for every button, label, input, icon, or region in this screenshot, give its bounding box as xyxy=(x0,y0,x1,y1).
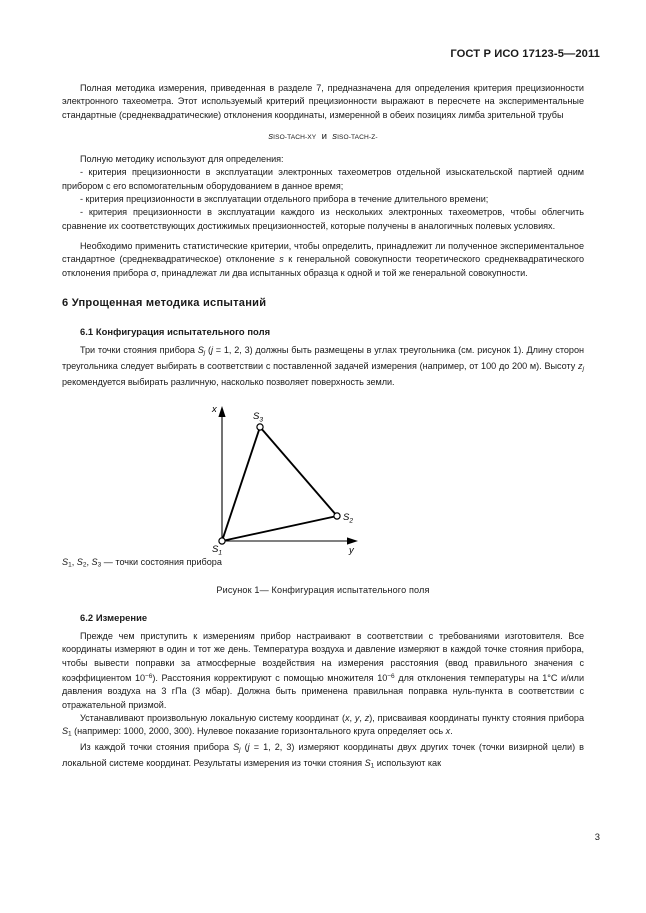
s61-part-a: Три точки стояния прибора xyxy=(80,345,198,356)
legend-S1-sub: 1 xyxy=(68,562,72,570)
intro-p3-part-c: , принадлежат ли два испытанных образца к одной и той же генеральной совокупности. xyxy=(156,267,528,278)
station-point-S2-marker xyxy=(334,513,340,519)
s62-p2-comma-2: , xyxy=(359,713,365,724)
legend-S2-sub: 2 xyxy=(82,562,87,570)
s61-symbol-j: j xyxy=(211,345,214,356)
figure-1-graphic xyxy=(202,401,402,558)
formula-s2-base: s xyxy=(332,131,338,143)
legend-S3-sub: 3 xyxy=(97,562,102,570)
s62-p2-symbol-S: S xyxy=(62,726,69,737)
intro-p3-part-b: к генеральной совокупности теоретического среднеквадратического отклонения прибора xyxy=(62,254,584,278)
s62-p3-symbol-S2-sub: 1 xyxy=(370,762,375,770)
axis-x-label: x xyxy=(212,404,217,416)
s62-p2-symbol-axis: x xyxy=(445,726,451,737)
subsection-6-1-paragraph xyxy=(62,344,584,389)
intro-p3-symbol-sigma: σ xyxy=(150,267,157,278)
legend-sep-1: , xyxy=(71,557,77,568)
s62-p2-part-c: (например: 1000, 2000, 300). Нулевое показание горизонтального круга определяет ось xyxy=(71,726,446,737)
formula-conjunction: и xyxy=(321,131,327,143)
subsection-heading-6-1: 6.1 Конфигурация испытательного поля xyxy=(80,326,271,338)
intro-p3-part-a: Необходимо применить статистические критерии, чтобы определить, принадлежит ли полученное экспериментальное стандартное (среднеквадратическое) отклонение xyxy=(62,241,584,265)
s62-p3-symbol-S2: S xyxy=(364,758,371,769)
intro-paragraph-1: Полная методика измерения, приведенная в разделе 7, предназначена для определения критерия прецизионности электронного тахеометра. Этот используемый критерий прецизионности выражают в пересчете на экспериментальные стандартные (среднеквадратические) отклонения координаты, измеренной в обеих позициях лимба зрительной трубы xyxy=(62,83,584,120)
triangle-side-S2-S1 xyxy=(222,516,337,541)
s62-p1-superscript-1: −6 xyxy=(145,673,153,681)
s62-p2-symbol-y: y xyxy=(354,713,360,724)
page-header: ГОСТ Р ИСО 17123-5—2011 xyxy=(450,48,600,60)
station-point-S1-label: $S_1$ xyxy=(212,544,223,558)
s61-symbol-S-sub: j xyxy=(203,349,206,357)
figure-1-caption: Рисунок 1— Конфигурация испытательного поля xyxy=(216,585,430,596)
legend-sep-2: , xyxy=(86,557,92,568)
s61-part-d: рекомендуется выбирать различную, насколько позволяет поверхность земли. xyxy=(62,377,395,388)
s61-symbol-z-sub: j xyxy=(582,365,584,373)
s62-p3-part-d: используют как xyxy=(374,758,442,769)
triangle-side-S3-S2 xyxy=(260,427,337,516)
s62-p2-comma-1: , xyxy=(349,713,355,724)
legend-S1: S xyxy=(62,557,69,568)
s62-p1-part-b: ). Расстояния корректируют с помощью множителя 10 xyxy=(152,672,388,683)
subsection-6-2-paragraph-3 xyxy=(62,741,584,773)
formula-symbol-1 xyxy=(268,131,316,142)
s62-p1-part-a: Прежде чем приступить к измерениям прибор настраивают в соответствии с требованиями изготовителя. Все координаты измеряют в один и тот же день. Температура воздуха и давление измеряют в каждой точке стояния прибора, чтобы вывести поправки за атмосферные воздействия на измерения расстояния (ввод правильного значения с коэффициентом 10 xyxy=(62,631,584,683)
s61-symbol-z: z xyxy=(578,361,583,372)
s62-p3-symbol-S-sub: j xyxy=(239,746,241,754)
section-heading-6: 6 Упрощенная методика испытаний xyxy=(62,297,267,310)
figure-1-legend xyxy=(62,553,584,569)
station-point-S1-marker xyxy=(219,538,225,544)
intro-p3-symbol-s: s xyxy=(279,254,284,265)
s61-part-b: ( xyxy=(205,345,211,356)
s62-p2-part-a: Устанавливают произвольную локальную систему координат ( xyxy=(80,713,345,724)
formula-line xyxy=(62,129,584,142)
station-point-S3-marker xyxy=(257,424,263,430)
s61-part-c: = 1, 2, 3) должны быть размещены в углах треугольника (см. рисунок 1). Длину сторон треугольника следует выбирать в соответствии с поставленной задачей измерения (например, от 100 до 200 м). Высоту xyxy=(62,345,585,372)
s61-symbol-S: S xyxy=(197,345,204,356)
station-point-S2-label: $S_2$ xyxy=(343,512,354,526)
intro-bullet-1: - критерия прецизионности в эксплуатации электронных тахеометров отдельной изыскательской партией одним прибором с его вспомогательным оборудованием в данное время; xyxy=(62,167,584,191)
formula-s1-sub: ISO-TACH-XY xyxy=(273,134,317,142)
axis-y-arrowhead xyxy=(347,538,358,545)
s62-p2-part-b: ), присваивая координаты пункту стояния прибора xyxy=(369,713,584,724)
formula-s2-sub: ISO-TACH-Z- xyxy=(337,134,378,142)
axis-y-label: y xyxy=(349,545,354,557)
s62-p2-symbol-x: x xyxy=(344,713,350,724)
s62-p3-part-a: Из каждой точки стояния прибора xyxy=(80,742,234,753)
s62-p1-part-c: для отклонения температуры на 1°С и/или давления воздуха на 3 гПа (3 мбар). Должна быть применена правильная поправка нуль-пункта в соответствии с отражательной призмой. xyxy=(62,672,585,710)
legend-S2: S xyxy=(76,557,83,568)
formula-symbol-2 xyxy=(332,131,377,142)
intro-bullet-3: - критерия прецизионности в эксплуатации каждого из нескольких электронных тахеометров, чтобы облегчить сравнение их соответствующих достижимых прецизионностей, которые получены в аналогичных полевых условиях. xyxy=(62,207,584,231)
page-content xyxy=(62,82,584,773)
subsection-6-2-paragraph-1 xyxy=(62,630,584,712)
subsection-6-2-paragraph-2 xyxy=(62,712,584,741)
s62-p3-symbol-j: j xyxy=(247,742,250,753)
subsection-heading-6-2: 6.2 Измерение xyxy=(80,612,148,624)
triangle-side-S1-S3 xyxy=(222,427,260,541)
intro-paragraph-3 xyxy=(62,240,584,280)
s62-p3-symbol-S: S xyxy=(233,742,240,753)
page-number: 3 xyxy=(594,831,600,842)
s62-p1-superscript-2: −6 xyxy=(387,673,395,681)
s62-p3-part-b: ( xyxy=(240,742,248,753)
legend-text: — точки состояния прибора xyxy=(101,557,222,568)
intro-paragraph-2: Полную методику используют для определения: xyxy=(80,154,284,165)
s62-p2-symbol-z: z xyxy=(364,713,370,724)
s62-p2-symbol-S-sub: 1 xyxy=(68,730,72,738)
legend-S3: S xyxy=(91,557,98,568)
formula-s1-base: s xyxy=(268,131,274,143)
axis-x-arrowhead xyxy=(218,406,225,417)
intro-bullet-2: - критерия прецизионности в эксплуатации отдельного прибора в течение длительного времени; xyxy=(80,194,489,205)
s62-p2-part-d: . xyxy=(450,726,453,737)
station-point-S3-label: $S_3$ xyxy=(253,411,264,425)
figure-1 xyxy=(62,401,584,558)
s62-p3-part-c: = 1, 2, 3) измеряют координаты двух других точек (точки визирной цели) в локальной системе координат. Результаты измерения из точки стояния xyxy=(62,742,584,769)
